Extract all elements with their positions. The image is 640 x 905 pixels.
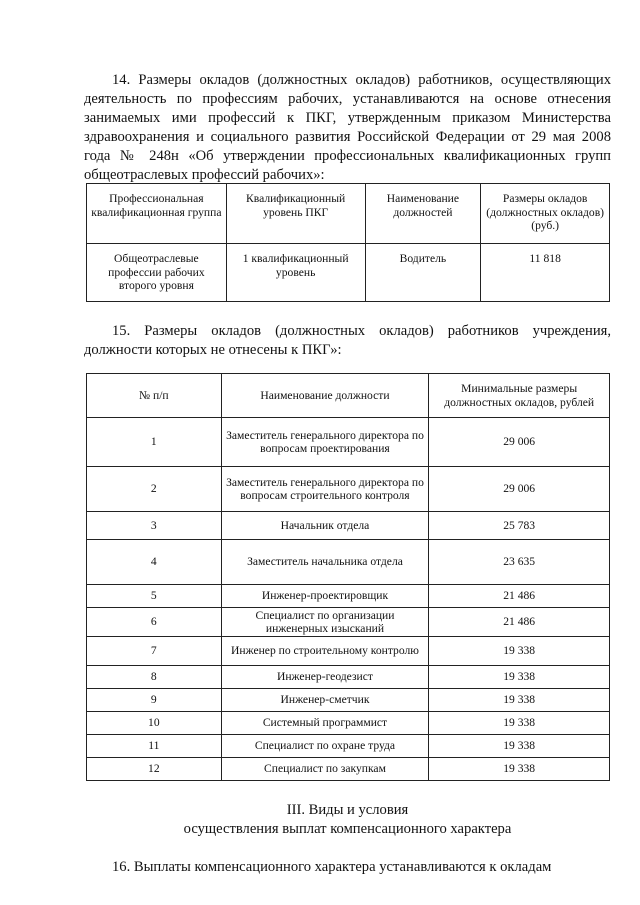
table-cell: Инженер-геодезист (221, 666, 429, 689)
table-header-row (87, 184, 610, 244)
table-row (87, 512, 610, 540)
table-cell: 5 (87, 585, 222, 608)
table-row (87, 608, 610, 637)
table-cell: Заместитель генерального директора по вопросам проектирования (221, 418, 429, 467)
table-cell: 11 (87, 735, 222, 758)
paragraph-15: 15. Размеры окладов (должностных окладов) работников учреждения, должности которых не отнесены к ПКГ»: (84, 323, 611, 358)
salary-table (86, 373, 610, 781)
table-cell: 4 (87, 540, 222, 585)
table-cell: Системный программист (221, 712, 429, 735)
table-cell: Специалист по закупкам (221, 758, 429, 781)
table-cell: Инженер по строительному контролю (221, 637, 429, 666)
table-cell: 7 (87, 637, 222, 666)
table-cell: 2 (87, 467, 222, 512)
table-cell: 19 338 (429, 758, 610, 781)
header-cell: № п/п (87, 374, 222, 418)
table-row (87, 585, 610, 608)
table-cell: 1 (87, 418, 222, 467)
paragraph-14: 14. Размеры окладов (должностных окладов) работников, осуществляющих деятельность по профессиям рабочих, устанавливаются на основе отнесения занимаемых ими профессий к ПКГ, утвержденным приказом Министерства здравоохранения и социального развития Российской Федерации от 29 мая 2008 года № 248н «Об утверждении профессиональных квалификационных групп общеотраслевых профессий рабочих»: (84, 72, 611, 183)
table-row (87, 637, 610, 666)
table-cell: 21 486 (429, 608, 610, 637)
table-cell: 21 486 (429, 585, 610, 608)
header-cell: Наименование должностей (365, 184, 481, 244)
table-cell: Заместитель начальника отдела (221, 540, 429, 585)
table-cell: Инженер-сметчик (221, 689, 429, 712)
table-cell: 19 338 (429, 689, 610, 712)
table-cell: 11 818 (481, 244, 610, 302)
header-cell: Минимальные размеры должностных окладов, рублей (429, 374, 610, 418)
table-cell: 19 338 (429, 735, 610, 758)
pkg-table (86, 183, 610, 302)
table-cell: 25 783 (429, 512, 610, 540)
table-row (87, 418, 610, 467)
table-cell: 19 338 (429, 712, 610, 735)
table-row (87, 712, 610, 735)
table-cell: 12 (87, 758, 222, 781)
table-cell: 8 (87, 666, 222, 689)
table-cell: 9 (87, 689, 222, 712)
paragraph-16: 16. Выплаты компенсационного характера устанавливаются к окладам (112, 859, 552, 875)
header-cell: Наименование должности (221, 374, 429, 418)
table-cell: Специалист по организации инженерных изысканий (221, 608, 429, 637)
table-row (87, 666, 610, 689)
table-row (87, 689, 610, 712)
table-row (87, 735, 610, 758)
header-cell: Размеры окладов (должностных окладов) (руб.) (481, 184, 610, 244)
table-cell: 3 (87, 512, 222, 540)
table-row (87, 758, 610, 781)
table-header-row (87, 374, 610, 418)
table-cell: Общеотраслевые профессии рабочих второго уровня (87, 244, 227, 302)
table-cell: 19 338 (429, 637, 610, 666)
table-cell: Инженер-проектировщик (221, 585, 429, 608)
header-cell: Профессиональная квалификационная группа (87, 184, 227, 244)
section-heading-line: осуществления выплат компенсационного характера (183, 821, 512, 837)
table-cell: 29 006 (429, 467, 610, 512)
table-row (87, 467, 610, 512)
table-row (87, 244, 610, 302)
table-cell: Заместитель генерального директора по вопросам строительного контроля (221, 467, 429, 512)
table-row (87, 540, 610, 585)
table-cell: 6 (87, 608, 222, 637)
section-heading-line: III. Виды и условия (286, 802, 409, 818)
table-cell: 23 635 (429, 540, 610, 585)
table-cell: Начальник отдела (221, 512, 429, 540)
table-cell: 1 квалификационный уровень (226, 244, 365, 302)
section-heading (84, 801, 611, 839)
table-cell: 19 338 (429, 666, 610, 689)
table-cell: 10 (87, 712, 222, 735)
table-cell: Водитель (365, 244, 481, 302)
header-cell: Квалификационный уровень ПКГ (226, 184, 365, 244)
table-cell: Специалист по охране труда (221, 735, 429, 758)
table-cell: 29 006 (429, 418, 610, 467)
